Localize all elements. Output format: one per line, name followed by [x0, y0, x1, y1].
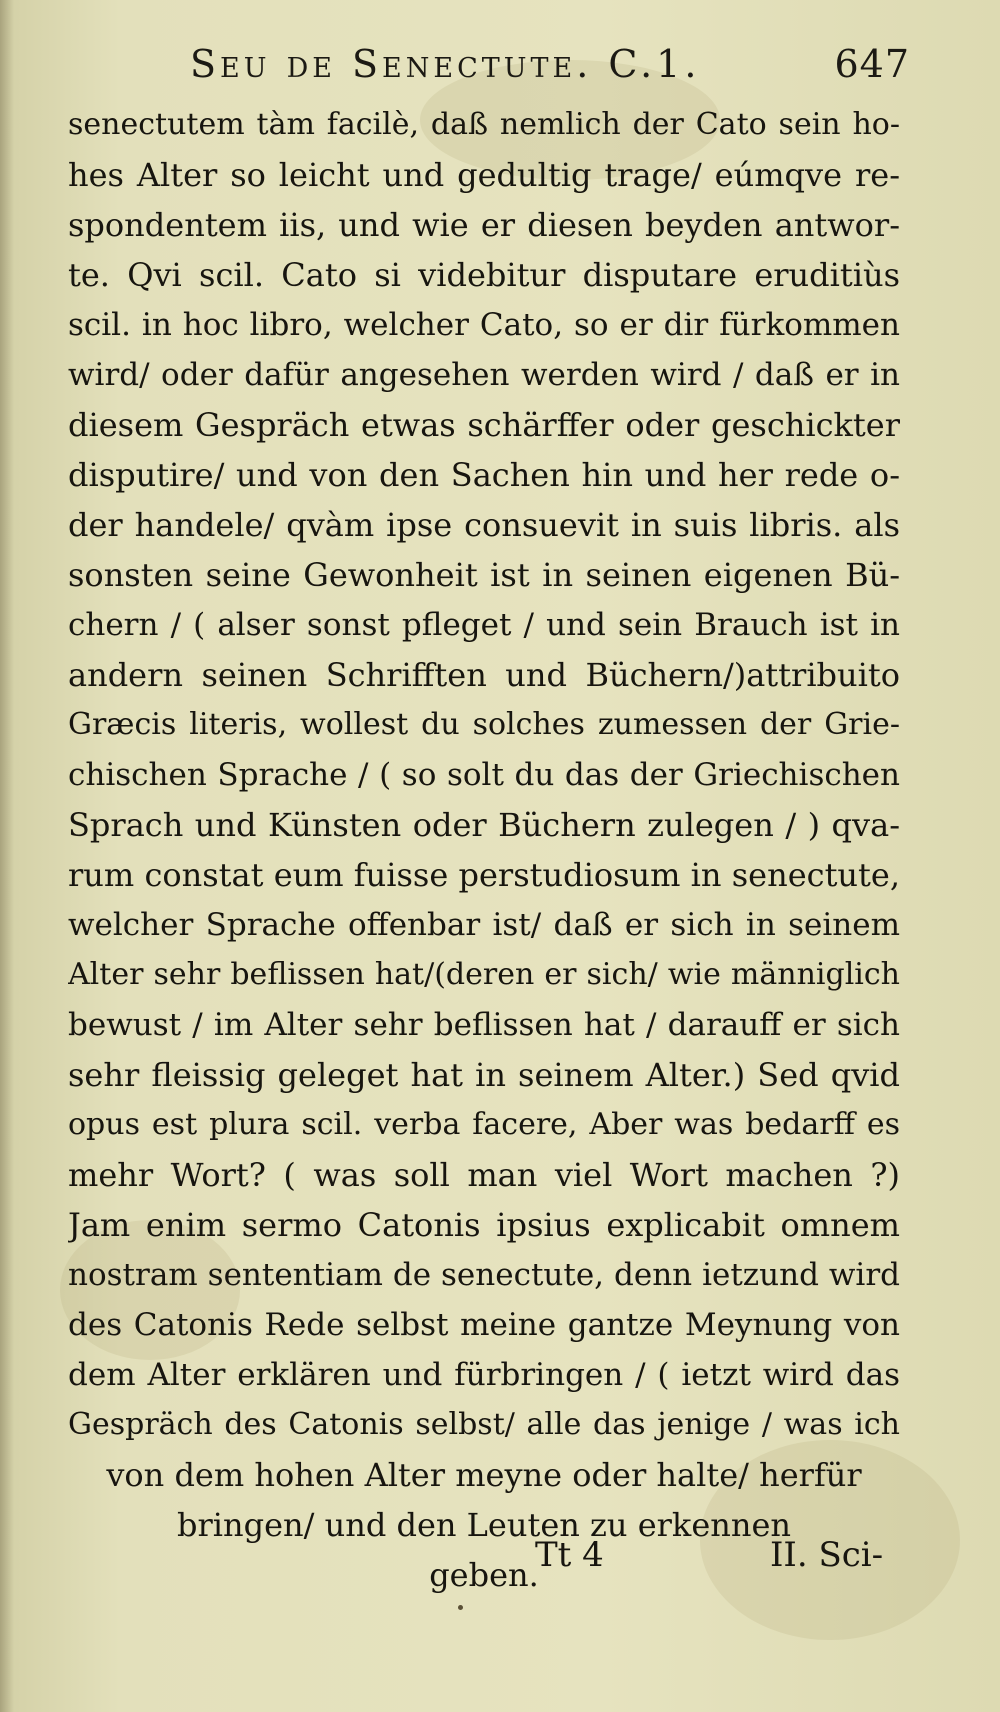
text-line: mehr Wort? ( was soll man viel Wort machen ?)	[68, 1156, 900, 1194]
running-head: Seu de Senectute. C.1.	[190, 42, 701, 86]
text-line: Alter sehr beflissen hat/(deren er sich/ wie männiglich	[68, 957, 900, 992]
text-line: Sprach und Künsten oder Büchern zulegen / ) qva-	[68, 806, 900, 844]
text-line: der handele/ qvàm ipse consuevit in suis libris. als	[68, 506, 900, 544]
text-line: sehr fleissig geleget hat in seinem Alter.) Sed qvid	[68, 1056, 900, 1094]
text-line: Græcis literis, wollest du solches zumessen der Grie-	[68, 707, 900, 742]
text-line: opus est plura scil. verba facere, Aber was bedarff es	[68, 1107, 900, 1142]
text-line: chern / ( alser sonst pfleget / und sein Brauch ist in	[68, 607, 900, 643]
text-line: des Catonis Rede selbst meine gantze Meynung von	[68, 1307, 900, 1343]
ink-speck	[458, 1605, 463, 1610]
page-header	[190, 42, 910, 92]
text-line: welcher Sprache offenbar ist/ daß er sich in seinem	[68, 907, 900, 943]
text-line: von dem hohen Alter meyne oder halte/ herfür	[106, 1456, 862, 1494]
text-line: andern seinen Schrifften und Büchern/)attribuito	[68, 656, 900, 694]
text-line: disputire/ und von den Sachen hin und her rede o-	[68, 456, 900, 494]
gutter-shadow	[0, 0, 14, 1712]
text-line: spondentem iis, und wie er diesen beyden antwor-	[68, 206, 900, 244]
page-footer	[0, 1535, 1000, 1585]
text-line: diesem Gespräch etwas schärffer oder geschickter	[68, 406, 900, 444]
text-line: dem Alter erklären und fürbringen / ( ietzt wird das	[68, 1357, 900, 1393]
page-number: 647	[834, 42, 910, 86]
text-line: hes Alter so leicht und gedultig trage/ eúmqve re-	[68, 156, 900, 194]
text-line: Gespräch des Catonis selbst/ alle das jenige / was ich	[68, 1407, 900, 1442]
text-line: Jam enim sermo Catonis ipsius explicabit omnem	[68, 1206, 900, 1244]
text-line: te. Qvi scil. Cato si videbitur disputare eruditiùs	[68, 256, 900, 294]
text-line: nostram sententiam de senectute, denn ietzund wird	[68, 1257, 900, 1293]
body-text	[68, 100, 900, 1600]
text-line: senectutem tàm facilè, daß nemlich der Cato sein ho-	[68, 107, 900, 142]
text-line: bewust / im Alter sehr beflissen hat / darauff er sich	[68, 1007, 900, 1043]
text-line: geben.	[429, 1556, 539, 1594]
text-line: bringen/ und den Leuten zu erkennen	[176, 1506, 792, 1544]
text-line: wird/ oder dafür angesehen werden wird / daß er in	[68, 357, 900, 393]
text-line: rum constat eum fuisse perstudiosum in senectute,	[68, 856, 900, 894]
text-line: chischen Sprache / ( so solt du das der Griechischen	[68, 757, 900, 793]
signature-mark: Tt 4	[535, 1535, 604, 1575]
catchword: II. Sci-	[770, 1535, 884, 1575]
text-line: scil. in hoc libro, welcher Cato, so er dir fürkommen	[68, 307, 900, 343]
text-line: sonsten seine Gewonheit ist in seinen eigenen Bü-	[68, 556, 900, 594]
